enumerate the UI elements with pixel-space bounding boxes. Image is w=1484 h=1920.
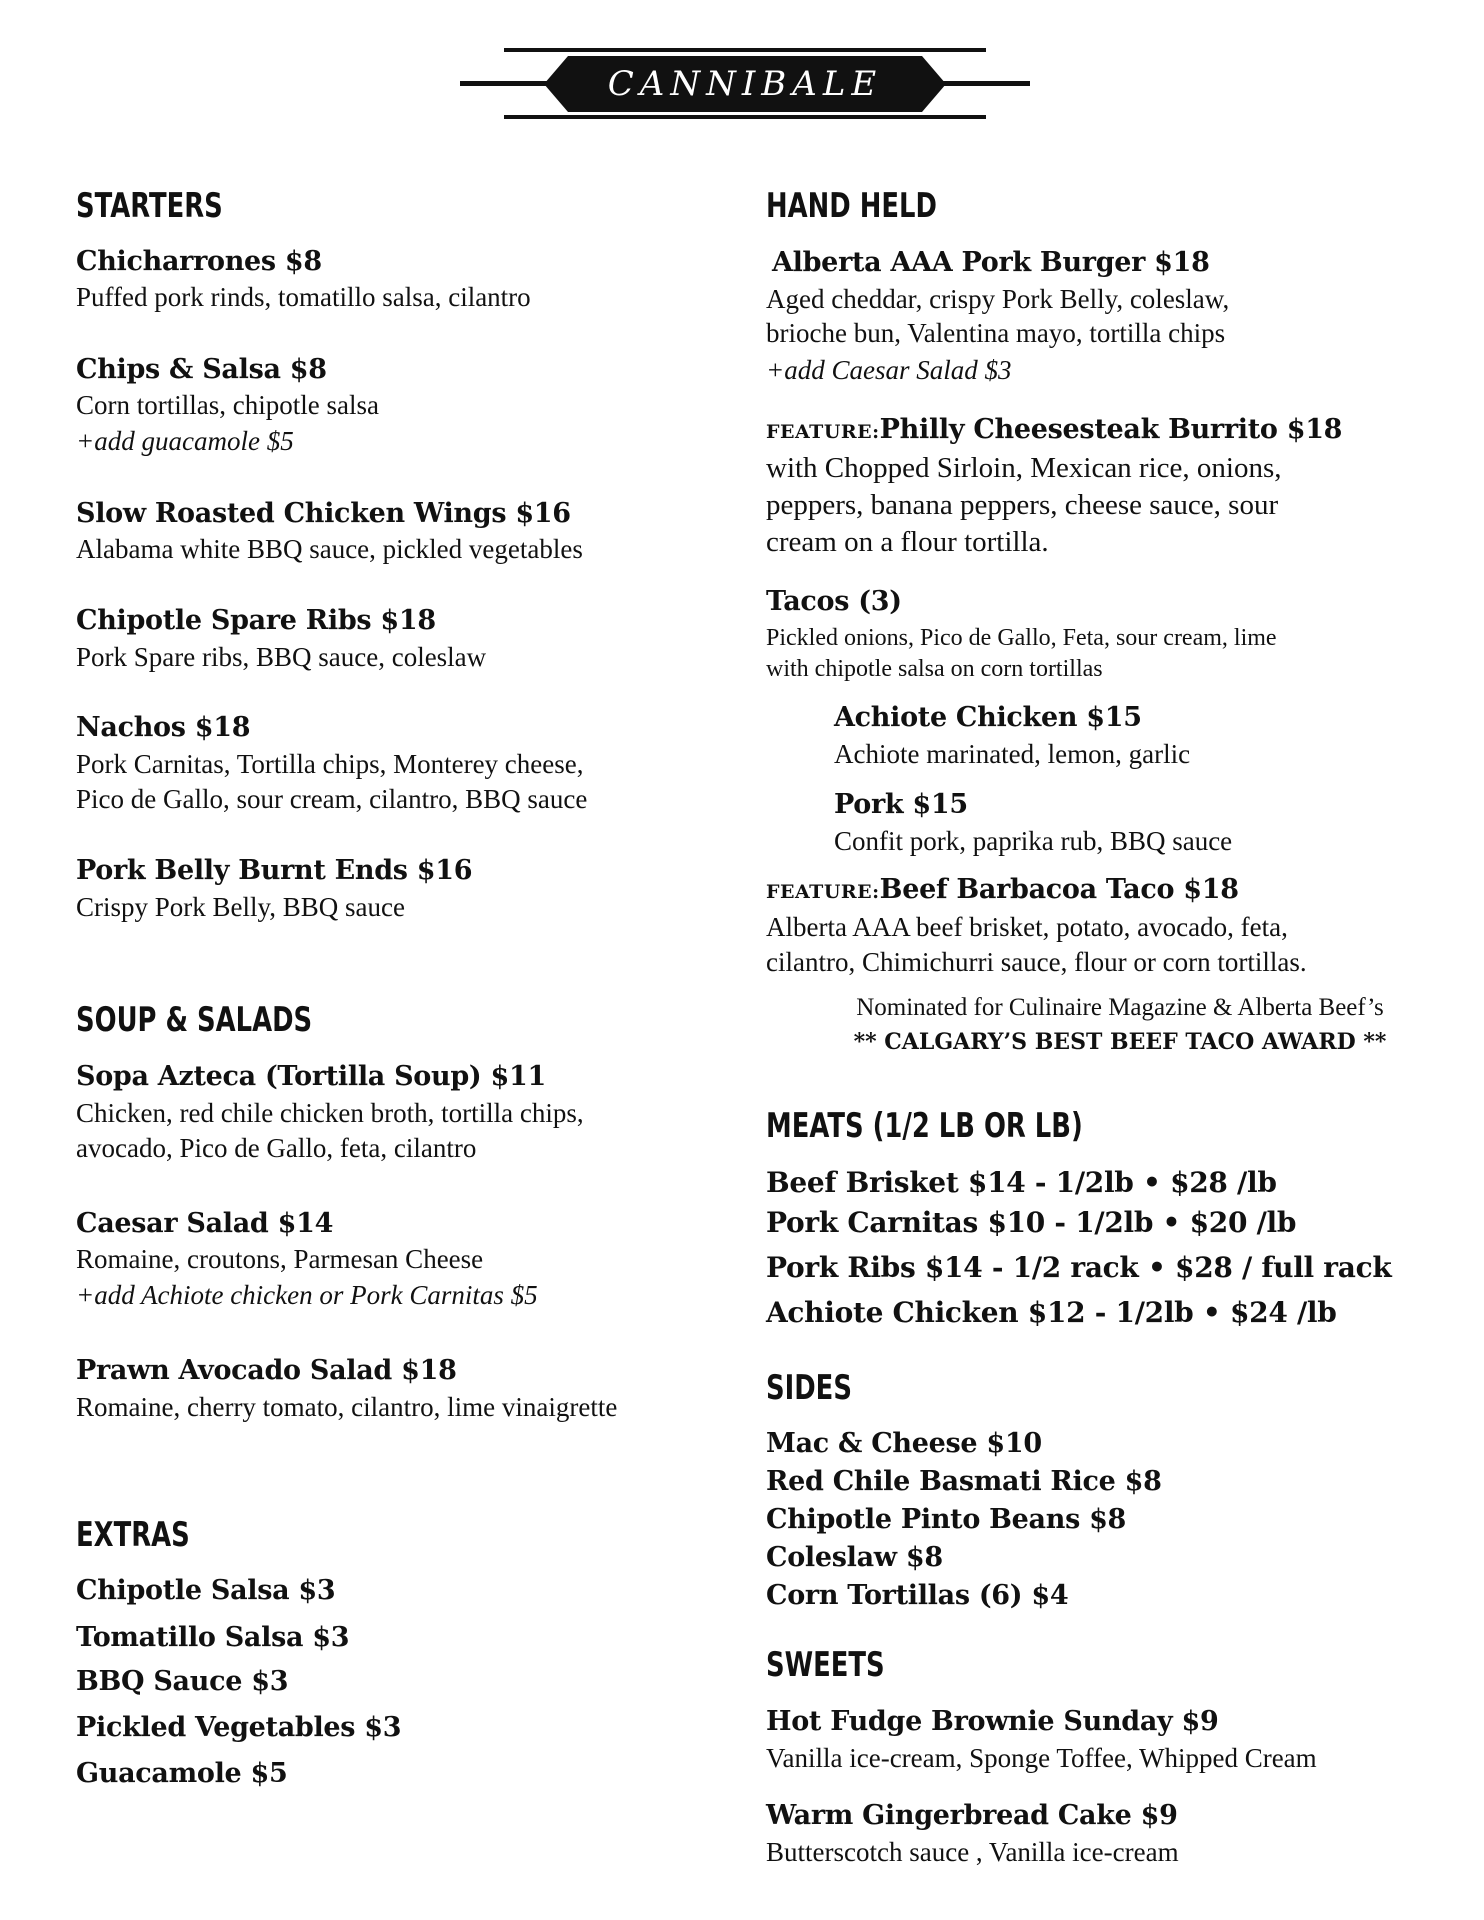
section-heading-starters: STARTERS bbox=[76, 186, 223, 226]
menu-item-description: Romaine, croutons, Parmesan Cheese bbox=[76, 1244, 484, 1274]
section-heading-sides: SIDES bbox=[766, 1368, 852, 1408]
side-item: Chipotle Pinto Beans $8 bbox=[766, 1504, 1127, 1535]
extra-item: Chipotle Salsa $3 bbox=[76, 1575, 336, 1606]
menu-item-description: Puffed pork rinds, tomatillo salsa, cilantro bbox=[76, 282, 531, 312]
award-nomination: Nominated for Culinaire Magazine & Alberta Beef’s bbox=[856, 994, 1384, 1021]
feature-title-row bbox=[766, 874, 1239, 905]
brand-text: CANNIBALE bbox=[607, 64, 883, 104]
meat-item: Achiote Chicken $12 - 1/2lb • $24 /lb bbox=[766, 1296, 1337, 1329]
section-heading-extras: EXTRAS bbox=[76, 1515, 190, 1555]
extra-item: Tomatillo Salsa $3 bbox=[76, 1622, 350, 1653]
menu-item-description: peppers, banana peppers, cheese sauce, sour bbox=[766, 489, 1279, 521]
menu-item-addon: +add guacamole $5 bbox=[76, 426, 294, 456]
taco-option-description: Achiote marinated, lemon, garlic bbox=[834, 739, 1191, 769]
section-heading-meats: MEATS (1/2 LB OR LB) bbox=[766, 1106, 1083, 1146]
menu-item-title: Pork Belly Burnt Ends $16 bbox=[76, 855, 473, 886]
menu-item-description: with chipotle salsa on corn tortillas bbox=[766, 656, 1103, 682]
menu-item-description: Corn tortillas, chipotle salsa bbox=[76, 390, 379, 420]
menu-item-description: Pickled onions, Pico de Gallo, Feta, sour cream, lime bbox=[766, 625, 1277, 651]
menu-item-title: Warm Gingerbread Cake $9 bbox=[766, 1800, 1178, 1831]
side-item: Mac & Cheese $10 bbox=[766, 1428, 1042, 1459]
menu-item-description: Butterscotch sauce , Vanilla ice-cream bbox=[766, 1837, 1179, 1867]
menu-item-description: Pork Carnitas, Tortilla chips, Monterey cheese, bbox=[76, 749, 584, 779]
menu-item-title: Alberta AAA Pork Burger $18 bbox=[772, 247, 1210, 278]
feature-title-row bbox=[766, 414, 1342, 445]
cannibale-logo bbox=[460, 48, 1030, 120]
menu-item-addon: +add Caesar Salad $3 bbox=[766, 355, 1012, 385]
menu-item-description: Alabama white BBQ sauce, pickled vegetables bbox=[76, 534, 583, 564]
menu-item-description: cream on a flour tortilla. bbox=[766, 526, 1049, 558]
side-item: Red Chile Basmati Rice $8 bbox=[766, 1466, 1162, 1497]
menu-item-description: avocado, Pico de Gallo, feta, cilantro bbox=[76, 1133, 477, 1163]
section-heading-sweets: SWEETS bbox=[766, 1645, 885, 1685]
taco-option-title: Achiote Chicken $15 bbox=[834, 702, 1142, 733]
feature-label: FEATURE: bbox=[766, 421, 880, 443]
meat-item: Pork Carnitas $10 - 1/2lb • $20 /lb bbox=[766, 1206, 1297, 1239]
menu-item-title: Chipotle Spare Ribs $18 bbox=[76, 605, 436, 636]
menu-item-description: Crispy Pork Belly, BBQ sauce bbox=[76, 892, 405, 922]
menu-item-title: Hot Fudge Brownie Sunday $9 bbox=[766, 1706, 1219, 1737]
menu-item-description: Aged cheddar, crispy Pork Belly, coleslaw, bbox=[766, 284, 1230, 314]
menu-item-title: Tacos (3) bbox=[766, 586, 902, 617]
menu-item-title: Slow Roasted Chicken Wings $16 bbox=[76, 498, 571, 529]
award-title: ** CALGARY’S BEST BEEF TACO AWARD ** bbox=[853, 1029, 1387, 1055]
menu-item-description: with Chopped Sirloin, Mexican rice, onions, bbox=[766, 452, 1282, 484]
taco-option-title: Pork $15 bbox=[834, 789, 968, 820]
menu-item-addon: +add Achiote chicken or Pork Carnitas $5 bbox=[76, 1280, 538, 1310]
menu-item-description: Romaine, cherry tomato, cilantro, lime vinaigrette bbox=[76, 1392, 618, 1422]
extra-item: BBQ Sauce $3 bbox=[76, 1666, 289, 1697]
menu-item-title: Caesar Salad $14 bbox=[76, 1208, 334, 1239]
section-heading-soup-salads: SOUP & SALADS bbox=[76, 1000, 313, 1040]
menu-item-title: Nachos $18 bbox=[76, 712, 251, 743]
menu-item-title: Chips & Salsa $8 bbox=[76, 354, 327, 385]
extra-item: Pickled Vegetables $3 bbox=[76, 1712, 402, 1743]
feature-label: FEATURE: bbox=[766, 881, 880, 903]
menu-item-description: Alberta AAA beef brisket, potato, avocado, feta, bbox=[766, 912, 1288, 942]
menu-item-description: Pico de Gallo, sour cream, cilantro, BBQ sauce bbox=[76, 784, 588, 814]
taco-option-description: Confit pork, paprika rub, BBQ sauce bbox=[834, 826, 1233, 856]
section-heading-hand-held: HAND HELD bbox=[766, 186, 937, 226]
meat-item: Beef Brisket $14 - 1/2lb • $28 /lb bbox=[766, 1166, 1277, 1199]
menu-item-title: Chicharrones $8 bbox=[76, 246, 322, 277]
side-item: Coleslaw $8 bbox=[766, 1542, 943, 1573]
meat-item: Pork Ribs $14 - 1/2 rack • $28 / full rack bbox=[766, 1251, 1392, 1284]
menu-item-description: Vanilla ice-cream, Sponge Toffee, Whipped Cream bbox=[766, 1743, 1317, 1773]
feature-title: Beef Barbacoa Taco $18 bbox=[879, 874, 1239, 905]
menu-item-title: Prawn Avocado Salad $18 bbox=[76, 1355, 457, 1386]
menu-item-description: Pork Spare ribs, BBQ sauce, coleslaw bbox=[76, 642, 487, 672]
menu-item-description: brioche bun, Valentina mayo, tortilla chips bbox=[766, 318, 1226, 348]
side-item: Corn Tortillas (6) $4 bbox=[766, 1580, 1069, 1611]
menu-item-description: cilantro, Chimichurri sauce, flour or corn tortillas. bbox=[766, 947, 1307, 977]
menu-item-title: Sopa Azteca (Tortilla Soup) $11 bbox=[76, 1061, 546, 1092]
extra-item: Guacamole $5 bbox=[76, 1758, 288, 1789]
feature-title: Philly Cheesesteak Burrito $18 bbox=[879, 414, 1343, 445]
menu-item-description: Chicken, red chile chicken broth, tortilla chips, bbox=[76, 1098, 584, 1128]
